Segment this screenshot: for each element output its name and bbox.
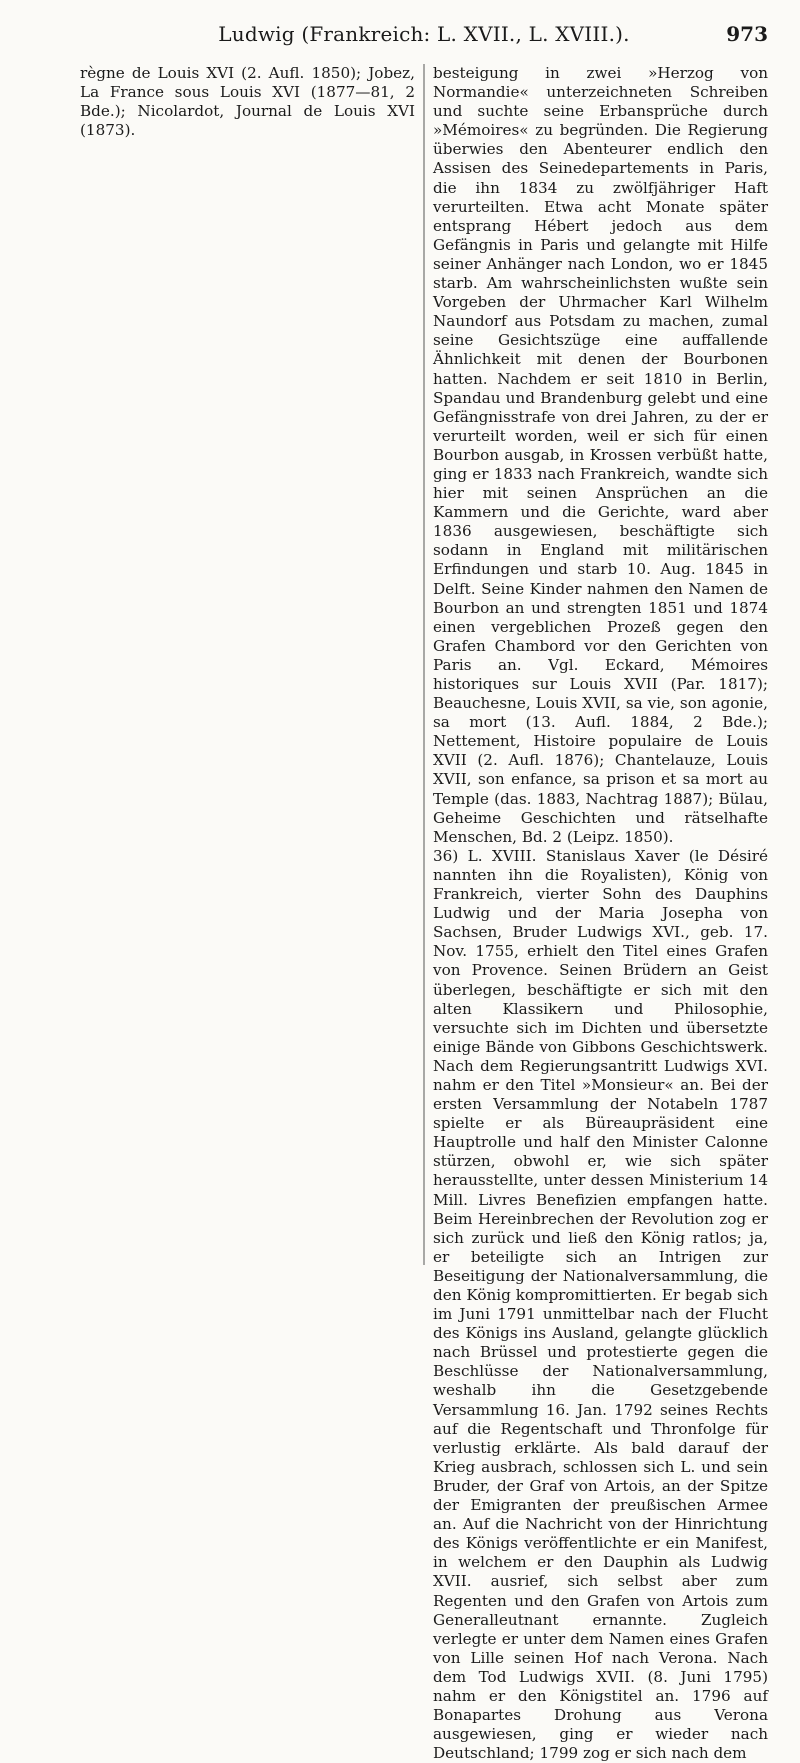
left-column: [80, 64, 415, 1763]
running-title: Ludwig (Frankreich: L. XVII., L. XVIII.).: [218, 22, 630, 46]
page-number: 973: [726, 22, 768, 46]
paragraph: 36) L. XVIII. Stanislaus Xaver (le Désiré nannten ihn die Royalisten), König von Frankreich, vierter Sohn des Dauphins Ludwig und der Maria Josepha von Sachsen, Bruder Ludwigs XVI., geb. 17. Nov. 1755, erhielt den Titel eines Grafen von Provence. Seinen Brüdern an Geist überlegen, beschäftigte er sich mit den alten Klassikern und Philosophie, versuchte sich im Dichten und übersetzte einige Bände von Gibbons Geschichtswerk. Nach dem Regierungsantritt Ludwigs XVI. nahm er den Titel »Monsieur« an. Bei der ersten Versammlung der Notabeln 1787 spielte er als Büreaupräsident eine Hauptrolle und half den Minister Calonne stürzen, obwohl er, wie sich später herausstellte, unter dessen Ministerium 14 Mill. Livres Benefizien empfangen hatte. Beim Hereinbrechen der Revolution zog er sich zurück und ließ den König ratlos; ja, er beteiligte sich an Intrigen zur Beseitigung der Nationalversammlung, die den König kompromittierten. Er begab sich im Juni 1791 unmittelbar nach der Flucht des Königs ins Ausland, gelangte glücklich nach Brüssel und protestierte gegen die Beschlüsse der Nationalversammlung, weshalb ihn die Gesetzgebende Versammlung 16. Jan. 1792 seines Rechts auf die Regentschaft und Thronfolge für verlustig erklärte. Als bald darauf der Krieg ausbrach, schlossen sich L. und sein Bruder, der Graf von Artois, an der Spitze der Emigranten der preußischen Armee an. Auf die Nachricht von der Hinrichtung des Königs veröffentlichte er ein Manifest, in welchem er den Dauphin als Ludwig XVII. ausrief, sich selbst aber zum Regenten und den Grafen von Artois zum Generalleutnant ernannte. Zugleich verlegte er unter dem Namen eines Grafen von Lille seinen Hof nach Verona. Nach dem Tod Ludwigs XVII. (8. Juni 1795) nahm er den Königstitel an. 1796 auf Bonapartes Drohung aus Verona ausgewiesen, ging er wieder nach Deutschland; 1799 zog er sich nach dem: [433, 846, 768, 1763]
paragraph: besteigung in zwei »Herzog von Normandie« unterzeichneten Schreiben und suchte seine Erbansprüche durch »Mémoires« zu begründen. Die Regierung überwies den Abenteurer endlich den Assisen des Seinedepartements in Paris, die ihn 1834 zu zwölfjähriger Haft verurteilten. Etwa acht Monate später entsprang Hébert jedoch aus dem Gefängnis in Paris und gelangte mit Hilfe seiner Anhänger nach London, wo er 1845 starb. Am wahrscheinlichsten wußte sein Vorgeben der Uhrmacher Karl Wilhelm Naundorf aus Potsdam zu machen, zumal seine Gesichtszüge eine auffallende Ähnlichkeit mit denen der Bourbonen hatten. Nachdem er seit 1810 in Berlin, Spandau und Brandenburg gelebt und eine Gefängnisstrafe von drei Jahren, zu der er verurteilt worden, weil er sich für einen Bourbon ausgab, in Krossen verbüßt hatte, ging er 1833 nach Frankreich, wandte sich hier mit seinen Ansprüchen an die Kammern und die Gerichte, ward aber 1836 ausgewiesen, beschäftigte sich sodann in England mit militärischen Erfindungen und starb 10. Aug. 1845 in Delft. Seine Kinder nahmen den Namen de Bourbon an und strengten 1851 und 1874 einen vergeblichen Prozeß gegen den Grafen Chambord vor den Gerichten von Paris an. Vgl. Eckard, Mémoires historiques sur Louis XVII (Par. 1817); Beauchesne, Louis XVII, sa vie, son agonie, sa mort (13. Aufl. 1884, 2 Bde.); Nettement, Histoire populaire de Louis XVII (2. Aufl. 1876); Chantelauze, Louis XVII, son enfance, sa prison et sa mort au Temple (das. 1883, Nachtrag 1887); Bülau, Geheime Geschichten und rätselhafte Menschen, Bd. 2 (Leipz. 1850).: [433, 64, 768, 846]
right-column: [433, 64, 768, 1763]
paragraph: règne de Louis XVI (2. Aufl. 1850); Jobez, La France sous Louis XVI (1877—81, 2 Bde.); Nicolardot, Journal de Louis XVI (1873).: [80, 64, 415, 140]
page-header: [80, 0, 768, 58]
text-columns: [80, 64, 768, 1763]
